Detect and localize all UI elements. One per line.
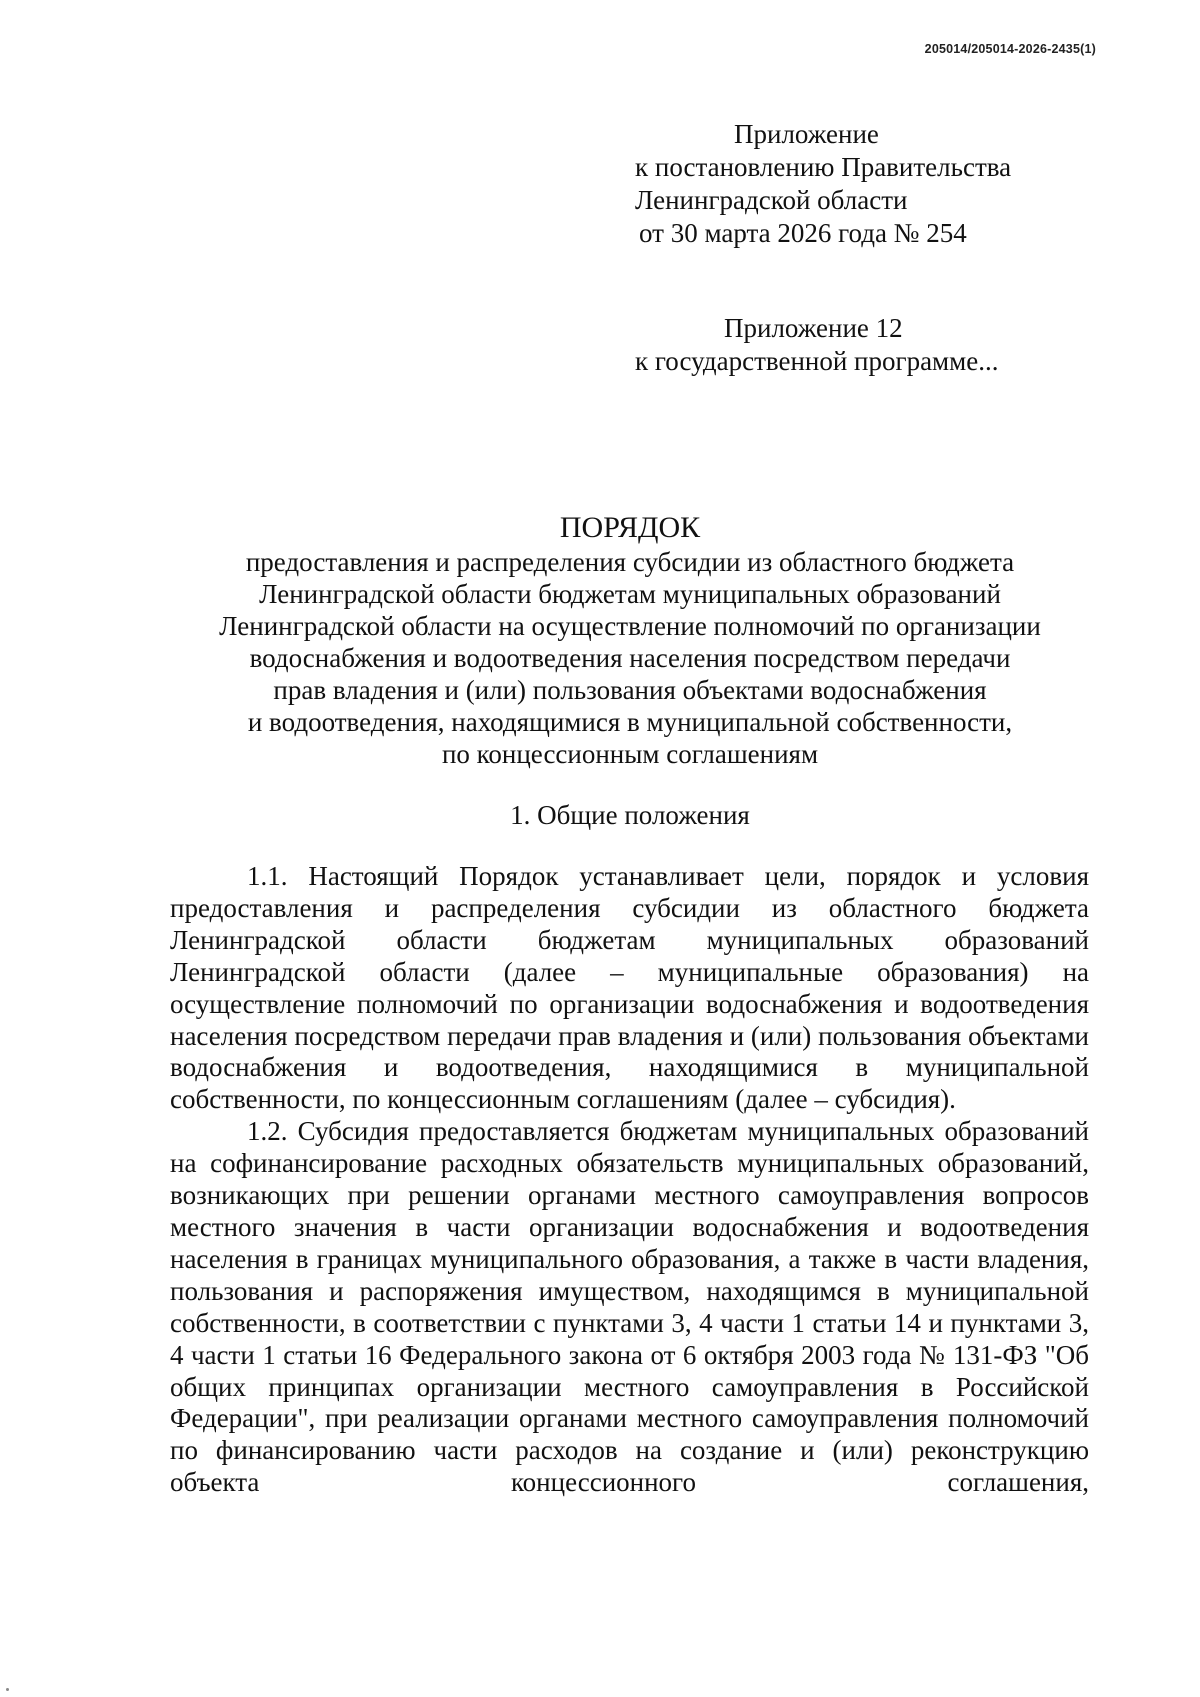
appendix-12-line: Приложение 12 xyxy=(724,313,903,343)
document-title xyxy=(170,510,1090,770)
title-subtitle-line: прав владения и (или) пользования объектами водоснабжения xyxy=(273,675,987,705)
title-subtitle-line: предоставления и распределения субсидии из областного бюджета xyxy=(245,547,1015,577)
paragraph-1-2: 1.2. Субсидия предоставляется бюджетам муниципальных образований на софинансирование расходных обязательств муниципальных образований, возникающих при решении органами местного самоуправления вопросов местного значения в части организации водоснабжения и водоотведения населения в границах муниципального образования, а также в части владения, пользования и распоряжения имуществом, находящимся в муниципальной собственности, в соответствии с пунктами 3, 4 части 1 статьи 14 и пунктами 3, 4 части 1 статьи 16 Федерального закона от 6 октября 2003 года № 131-ФЗ "Об общих принципах организации местного самоуправления в Российской Федерации", при реализации органами местного самоуправления полномочий по финансированию части расходов на создание и (или) реконструкцию объекта концессионного соглашения, xyxy=(170,1116,1089,1498)
scan-dot xyxy=(6,1688,9,1691)
section-heading: 1. Общие положения xyxy=(510,800,750,830)
appendix-line: Ленинградской области xyxy=(635,185,908,215)
document-number: 205014/205014-2026-2435(1) xyxy=(924,42,1096,56)
title-subtitle-line: по концессионным соглашениям xyxy=(441,739,819,769)
title-subtitle-line: Ленинградской области бюджетам муниципальных образований xyxy=(259,579,1001,609)
section-body xyxy=(170,861,1089,1499)
title-subtitle-line: Ленинградской области на осуществление полномочий по организации xyxy=(219,611,1041,641)
title-subtitle xyxy=(170,546,1090,770)
appendix-line: Приложение xyxy=(734,119,879,149)
appendix-line: к постановлению Правительства xyxy=(635,152,1012,182)
appendix-header xyxy=(635,118,1090,250)
title-subtitle-line: водоснабжения и водоотведения населения посредством передачи xyxy=(249,643,1011,673)
title-subtitle-line: и водоотведения, находящимися в муниципальной собственности, xyxy=(247,707,1013,737)
appendix-12-header xyxy=(635,312,1090,378)
title-heading: ПОРЯДОК xyxy=(559,511,701,544)
appendix-12-line: к государственной программе... xyxy=(635,346,999,376)
appendix-line: от 30 марта 2026 года № 254 xyxy=(639,218,967,248)
paragraph-1-1: 1.1. Настоящий Порядок устанавливает цели, порядок и условия предоставления и распределения субсидии из областного бюджета Ленинградской области бюджетам муниципальных образований Ленинградской области (далее – муниципальные образования) на осуществление полномочий по организации водоснабжения и водоотведения населения посредством передачи прав владения и (или) пользования объектами водоснабжения и водоотведения, находящимися в муниципальной собственности, по концессионным соглашениям (далее – субсидия). xyxy=(170,861,1089,1115)
